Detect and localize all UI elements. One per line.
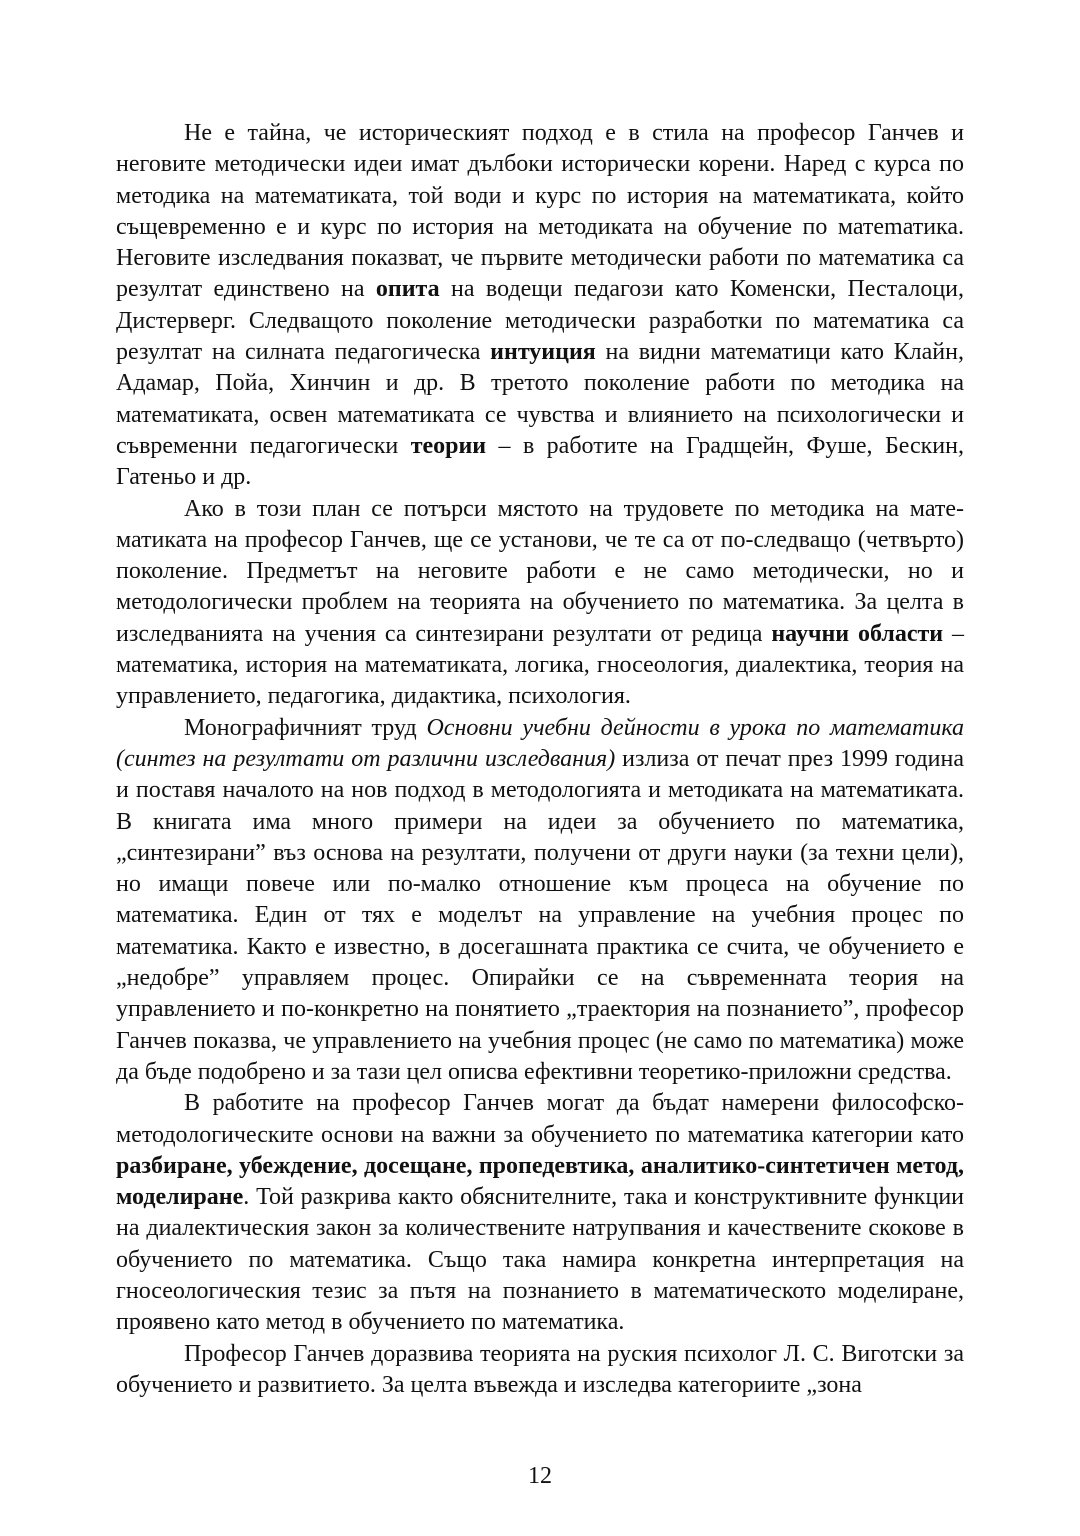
paragraph-1 — [116, 118, 964, 494]
paragraph-4 — [116, 1088, 964, 1338]
paragraph-2 — [116, 494, 964, 713]
text-run: – в работите на Градщейн, Фуше, Бескин, Гатеньо и др. — [116, 432, 964, 491]
text-run: Монографичният труд — [184, 714, 427, 741]
text-run: Професор Ганчев доразвива теорията на руския психолог Л. С. Виготски за обучението и развитието. За целта въвежда и изследва категориите „зона — [116, 1340, 964, 1398]
book-title-italic: Основни учебни дейности в урока по математика (синтез на резултати от различни изследвания) — [116, 714, 964, 772]
emphasis-bold: опита — [375, 276, 440, 303]
emphasis-bold: научни области — [771, 620, 944, 647]
paragraph-3 — [116, 713, 964, 1089]
text-run: на видни математици като Клайн, Адамар, Пойа, Хинчин и др. В третото поколение работи по методика на математиката, освен математиката се чувства и влиянието на психологически и съвременни педагогически — [116, 339, 964, 459]
text-run: излиза от печат през 1999 година и поставя началото на нов подход в методологията и методиката на математиката. В книгата има много примери на идеи за обучението по математика, „синтезирани” въз основа на резултати, получени от други науки (за техни цели), но имащи повече или по-малко отношение към процеса на обучение по математика. Един от тях е моделът на управление на учебния процес по математика. Както е известно, в досегашната практика се счита, че обучението е „недобре” управляем процес. Опирайки се на съвременната теория на управлението и по-конкретно на понятието „траектория на познанието”, професор Ганчев показва, че управлението на учебния процес (не само по математика) може да бъде подобрено и за тази цел описва ефективни теоретико-приложни средства. — [116, 745, 965, 1085]
text-run: Ако в този план се потърси мястото на трудовете по методика на математиката на професор Ганчев, ще се установи, че те са от по-следващо (четвърто) поколение. Предметът на неговите работи е не само методически, но и методологически проблем на теорията на обучението по математика. За целта в изследванията на учения са синтезирани резултати от редица — [116, 495, 964, 647]
emphasis-bold: интуиция — [490, 339, 596, 366]
text-run: на водещи педагози като Коменски, Песталоци, Дистерверг. Следващото поколение методически разработки по математика са резултат на силната педагогическа — [116, 276, 965, 366]
document-body — [116, 118, 964, 1401]
text-run: В работите на професор Ганчев могат да бъдат намерени философско-методологическите основи на важни за обучението по математика категории като — [116, 1090, 964, 1148]
text-run: . Той разкрива както обяснителните, така и конструктивните функции на диалектическия закон за количествените натрупвания и качествените скокове в обучението по математика. Също така намира конкретна интерпретация на гносеологическия тезис за пътя на познанието в математическото моделиране, проявено като метод в обучението по математика. — [116, 1184, 964, 1336]
text-run: Не е тайна, че историческият подход е в стила на професор Ганчев и неговите методически идеи имат дълбоки исторически корени. Наред с курса по методика на математиката, той води и курс по история на математиката, който същевременно е и курс по история на методиката на обучение по матеmатика. Неговите изследвания показват, че първите методически работи по математика са резултат единствено на — [116, 120, 964, 303]
paragraph-5 — [116, 1339, 964, 1402]
emphasis-bold: теории — [410, 432, 487, 459]
emphasis-bold: разбиране, убеждение, досещане, пропедевтика, аналитико-синтетичен метод, моделиране — [116, 1152, 964, 1211]
page-number: 12 — [528, 1463, 552, 1489]
text-run: – математика, история на математиката, логика, гносеология, диалектика, теория на управлението, педагогика, дидактика, психология. — [116, 620, 965, 710]
